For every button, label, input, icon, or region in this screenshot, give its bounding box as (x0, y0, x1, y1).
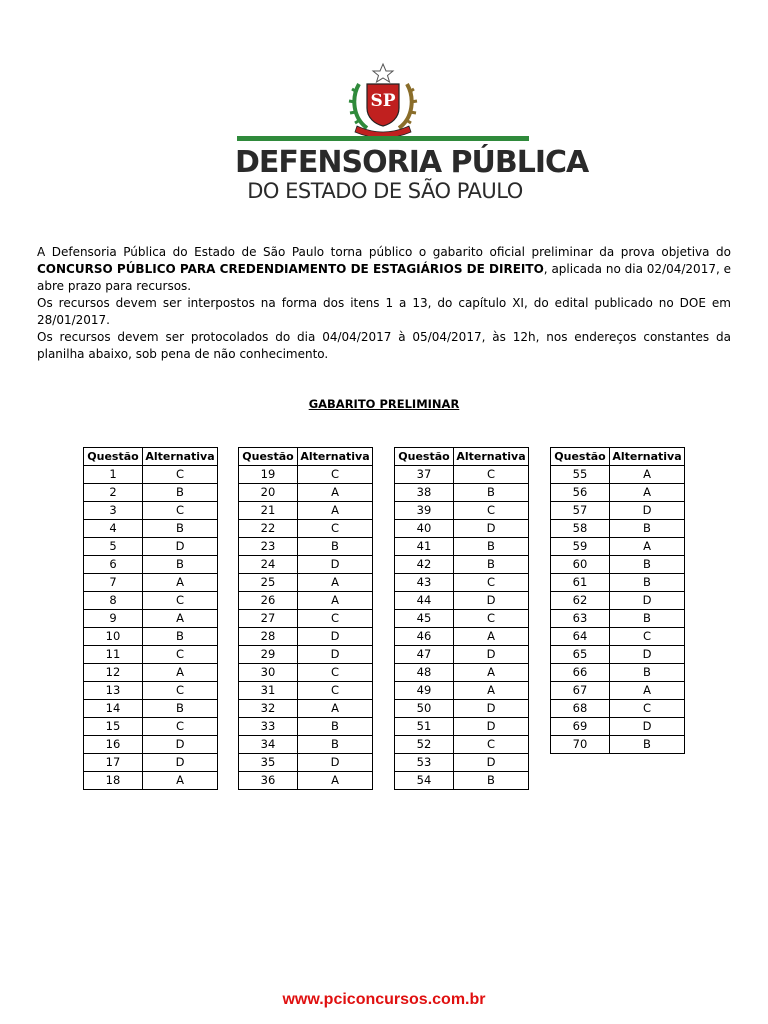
answer-letter: C (610, 628, 685, 646)
question-number: 67 (551, 682, 610, 700)
answer-letter: A (298, 484, 373, 502)
table-row (84, 682, 218, 700)
answer-letter: C (610, 700, 685, 718)
question-number: 4 (84, 520, 143, 538)
intro-paragraph-2: Os recursos devem ser interpostos na forma dos itens 1 a 13, do capítulo XI, do edital publicado no DOE em 28/01/2017. (37, 296, 731, 327)
table-row (395, 772, 529, 790)
question-number: 25 (239, 574, 298, 592)
table-row (239, 484, 373, 502)
question-number: 35 (239, 754, 298, 772)
answer-letter: A (143, 610, 218, 628)
header-logo (235, 62, 589, 203)
answer-letter: C (298, 664, 373, 682)
footer-url[interactable]: www.pciconcursos.com.br (282, 991, 486, 1008)
question-number: 10 (84, 628, 143, 646)
question-number: 34 (239, 736, 298, 754)
answer-letter: C (298, 682, 373, 700)
question-number: 31 (239, 682, 298, 700)
question-number: 66 (551, 664, 610, 682)
table-row (84, 538, 218, 556)
table-row (395, 736, 529, 754)
table-row (239, 502, 373, 520)
question-number: 57 (551, 502, 610, 520)
table-row (395, 466, 529, 484)
question-number: 24 (239, 556, 298, 574)
question-number: 7 (84, 574, 143, 592)
table-row (395, 700, 529, 718)
answer-table-3 (394, 447, 529, 790)
answer-table-2 (238, 447, 373, 790)
question-number: 42 (395, 556, 454, 574)
table-row (551, 700, 685, 718)
answer-letter: D (610, 592, 685, 610)
table-row (84, 520, 218, 538)
answer-letter: B (454, 772, 529, 790)
table-row (395, 556, 529, 574)
answer-letter: A (610, 484, 685, 502)
question-number: 44 (395, 592, 454, 610)
question-number: 15 (84, 718, 143, 736)
question-number: 47 (395, 646, 454, 664)
answer-letter: C (454, 502, 529, 520)
table-row (395, 718, 529, 736)
answer-letter: C (454, 574, 529, 592)
table-row (239, 754, 373, 772)
answer-letter: D (454, 754, 529, 772)
table-row (84, 610, 218, 628)
question-number: 16 (84, 736, 143, 754)
question-number: 52 (395, 736, 454, 754)
answer-letter: A (298, 592, 373, 610)
question-number: 8 (84, 592, 143, 610)
answer-letter: B (610, 520, 685, 538)
answer-letter: D (298, 556, 373, 574)
question-number: 18 (84, 772, 143, 790)
intro-text (37, 244, 731, 363)
table-row (551, 718, 685, 736)
question-number: 26 (239, 592, 298, 610)
answer-letter: B (143, 484, 218, 502)
answer-table-4 (550, 447, 685, 754)
answer-letter: B (143, 556, 218, 574)
question-number: 43 (395, 574, 454, 592)
answer-letter: B (454, 484, 529, 502)
question-number: 13 (84, 682, 143, 700)
question-number: 48 (395, 664, 454, 682)
table-row (551, 520, 685, 538)
answer-letter: B (298, 736, 373, 754)
question-number: 69 (551, 718, 610, 736)
table-row (84, 574, 218, 592)
answer-letter: B (454, 538, 529, 556)
answer-letter: A (610, 682, 685, 700)
contest-name: CONCURSO PÚBLICO PARA CREDENDIAMENTO DE ESTAGIÁRIOS DE DIREITO (37, 262, 544, 276)
table-row (84, 592, 218, 610)
answer-letter: D (454, 592, 529, 610)
table-row (551, 664, 685, 682)
answer-letter: A (610, 538, 685, 556)
table-row (551, 574, 685, 592)
answer-letter: D (610, 502, 685, 520)
table-header-row (239, 448, 373, 466)
question-number: 20 (239, 484, 298, 502)
answer-letter: A (454, 664, 529, 682)
table-row (239, 520, 373, 538)
answer-letter: C (143, 718, 218, 736)
question-number: 22 (239, 520, 298, 538)
question-number: 37 (395, 466, 454, 484)
table-row (84, 502, 218, 520)
answer-letter: B (454, 556, 529, 574)
question-number: 1 (84, 466, 143, 484)
question-number: 17 (84, 754, 143, 772)
answer-letter: A (298, 772, 373, 790)
table-row (551, 484, 685, 502)
table-row (239, 628, 373, 646)
answer-letter: C (454, 736, 529, 754)
table-row (239, 718, 373, 736)
answer-letter: C (143, 502, 218, 520)
table-row (395, 646, 529, 664)
table-row (395, 664, 529, 682)
question-number: 45 (395, 610, 454, 628)
question-number: 30 (239, 664, 298, 682)
question-number: 41 (395, 538, 454, 556)
table-row (551, 556, 685, 574)
question-number: 65 (551, 646, 610, 664)
institution-subtitle: DO ESTADO DE SÃO PAULO (247, 179, 523, 203)
table-row (84, 772, 218, 790)
table-row (239, 772, 373, 790)
question-number: 59 (551, 538, 610, 556)
table-row (551, 592, 685, 610)
header-question: Questão (551, 448, 610, 466)
answer-letter: C (298, 466, 373, 484)
question-number: 9 (84, 610, 143, 628)
table-header-row (84, 448, 218, 466)
answer-letter: C (298, 610, 373, 628)
question-number: 51 (395, 718, 454, 736)
question-number: 53 (395, 754, 454, 772)
question-number: 14 (84, 700, 143, 718)
table-row (395, 520, 529, 538)
table-row (84, 484, 218, 502)
table-row (551, 466, 685, 484)
table-row (239, 466, 373, 484)
question-number: 54 (395, 772, 454, 790)
table-row (239, 646, 373, 664)
answer-letter: B (610, 736, 685, 754)
answer-letter: D (454, 718, 529, 736)
answer-letter: B (143, 520, 218, 538)
intro-paragraph-1 (37, 244, 731, 295)
table-row (84, 754, 218, 772)
section-title: GABARITO PRELIMINAR (308, 397, 460, 411)
table-row (395, 484, 529, 502)
table-row (551, 736, 685, 754)
question-number: 19 (239, 466, 298, 484)
answer-letter: D (298, 628, 373, 646)
table-row (551, 628, 685, 646)
table-row (84, 664, 218, 682)
answer-letter: D (298, 646, 373, 664)
question-number: 28 (239, 628, 298, 646)
question-number: 68 (551, 700, 610, 718)
table-row (239, 736, 373, 754)
table-row (395, 610, 529, 628)
answer-letter: A (143, 664, 218, 682)
answer-letter: A (454, 628, 529, 646)
question-number: 64 (551, 628, 610, 646)
question-number: 32 (239, 700, 298, 718)
header-question: Questão (395, 448, 454, 466)
question-number: 3 (84, 502, 143, 520)
question-number: 46 (395, 628, 454, 646)
answer-letter: B (610, 610, 685, 628)
question-number: 36 (239, 772, 298, 790)
question-number: 61 (551, 574, 610, 592)
table-row (84, 628, 218, 646)
answer-letter: B (143, 628, 218, 646)
question-number: 29 (239, 646, 298, 664)
question-number: 6 (84, 556, 143, 574)
answer-letter: D (298, 754, 373, 772)
question-number: 33 (239, 718, 298, 736)
answer-letter: A (298, 574, 373, 592)
answer-letter: B (143, 700, 218, 718)
question-number: 63 (551, 610, 610, 628)
table-header-row (395, 448, 529, 466)
question-number: 70 (551, 736, 610, 754)
question-number: 39 (395, 502, 454, 520)
answer-letter: C (143, 592, 218, 610)
intro-paragraph-3: Os recursos devem ser protocolados do dia 04/04/2017 à 05/04/2017, às 12h, nos endereços constantes da planilha abaixo, sob pena de não conhecimento. (37, 330, 731, 361)
question-number: 11 (84, 646, 143, 664)
answer-letter: D (454, 520, 529, 538)
intro-text-part: , aplicada no dia 02/04/2017, e abre prazo para recursos. (37, 262, 732, 293)
answer-letter: D (143, 736, 218, 754)
table-row (239, 556, 373, 574)
table-row (395, 592, 529, 610)
table-row (239, 664, 373, 682)
answer-letter: D (143, 754, 218, 772)
answer-letter: A (610, 466, 685, 484)
table-row (239, 592, 373, 610)
table-row (84, 700, 218, 718)
answer-letter: A (454, 682, 529, 700)
institution-title: DEFENSORIA PÚBLICA (235, 145, 589, 180)
answer-letter: C (143, 646, 218, 664)
question-number: 40 (395, 520, 454, 538)
answer-letter: D (143, 538, 218, 556)
question-number: 12 (84, 664, 143, 682)
answer-letter: D (610, 718, 685, 736)
table-row (551, 682, 685, 700)
table-row (551, 538, 685, 556)
table-row (395, 754, 529, 772)
answer-letter: C (454, 610, 529, 628)
table-row (551, 646, 685, 664)
answer-letter: B (298, 718, 373, 736)
table-row (395, 628, 529, 646)
table-row (551, 502, 685, 520)
question-number: 56 (551, 484, 610, 502)
answer-letter: B (610, 574, 685, 592)
intro-text-part: A Defensoria Pública do Estado de São Paulo torna público o gabarito oficial preliminar da prova objetiva do (37, 245, 731, 259)
question-number: 50 (395, 700, 454, 718)
answer-letter: D (610, 646, 685, 664)
header-answer: Alternativa (143, 448, 218, 466)
table-row (84, 556, 218, 574)
question-number: 49 (395, 682, 454, 700)
table-row (239, 700, 373, 718)
question-number: 62 (551, 592, 610, 610)
table-header-row (551, 448, 685, 466)
question-number: 2 (84, 484, 143, 502)
table-row (239, 682, 373, 700)
brand-divider (237, 136, 529, 141)
table-row (84, 718, 218, 736)
question-number: 60 (551, 556, 610, 574)
question-number: 38 (395, 484, 454, 502)
answer-letter: C (143, 682, 218, 700)
question-number: 23 (239, 538, 298, 556)
table-row (84, 466, 218, 484)
answer-letter: A (298, 700, 373, 718)
table-row (239, 538, 373, 556)
answer-letter: A (143, 574, 218, 592)
question-number: 58 (551, 520, 610, 538)
answer-letter: D (454, 700, 529, 718)
svg-text:SP: SP (370, 91, 396, 111)
answer-letter: C (143, 466, 218, 484)
question-number: 5 (84, 538, 143, 556)
answer-letter: A (143, 772, 218, 790)
table-row (395, 682, 529, 700)
header-question: Questão (84, 448, 143, 466)
answer-letter: C (298, 520, 373, 538)
question-number: 21 (239, 502, 298, 520)
header-answer: Alternativa (298, 448, 373, 466)
question-number: 27 (239, 610, 298, 628)
table-row (395, 574, 529, 592)
answer-letter: C (454, 466, 529, 484)
header-answer: Alternativa (454, 448, 529, 466)
header-question: Questão (239, 448, 298, 466)
answer-letter: D (454, 646, 529, 664)
answer-letter: B (610, 664, 685, 682)
answer-table-1 (83, 447, 218, 790)
table-row (395, 538, 529, 556)
table-row (84, 646, 218, 664)
table-row (239, 610, 373, 628)
answer-letter: B (298, 538, 373, 556)
table-row (395, 502, 529, 520)
table-row (551, 610, 685, 628)
answer-letter: B (610, 556, 685, 574)
header-answer: Alternativa (610, 448, 685, 466)
question-number: 55 (551, 466, 610, 484)
table-row (239, 574, 373, 592)
answer-letter: A (298, 502, 373, 520)
sao-paulo-coat-of-arms-icon (345, 62, 421, 140)
table-row (84, 736, 218, 754)
